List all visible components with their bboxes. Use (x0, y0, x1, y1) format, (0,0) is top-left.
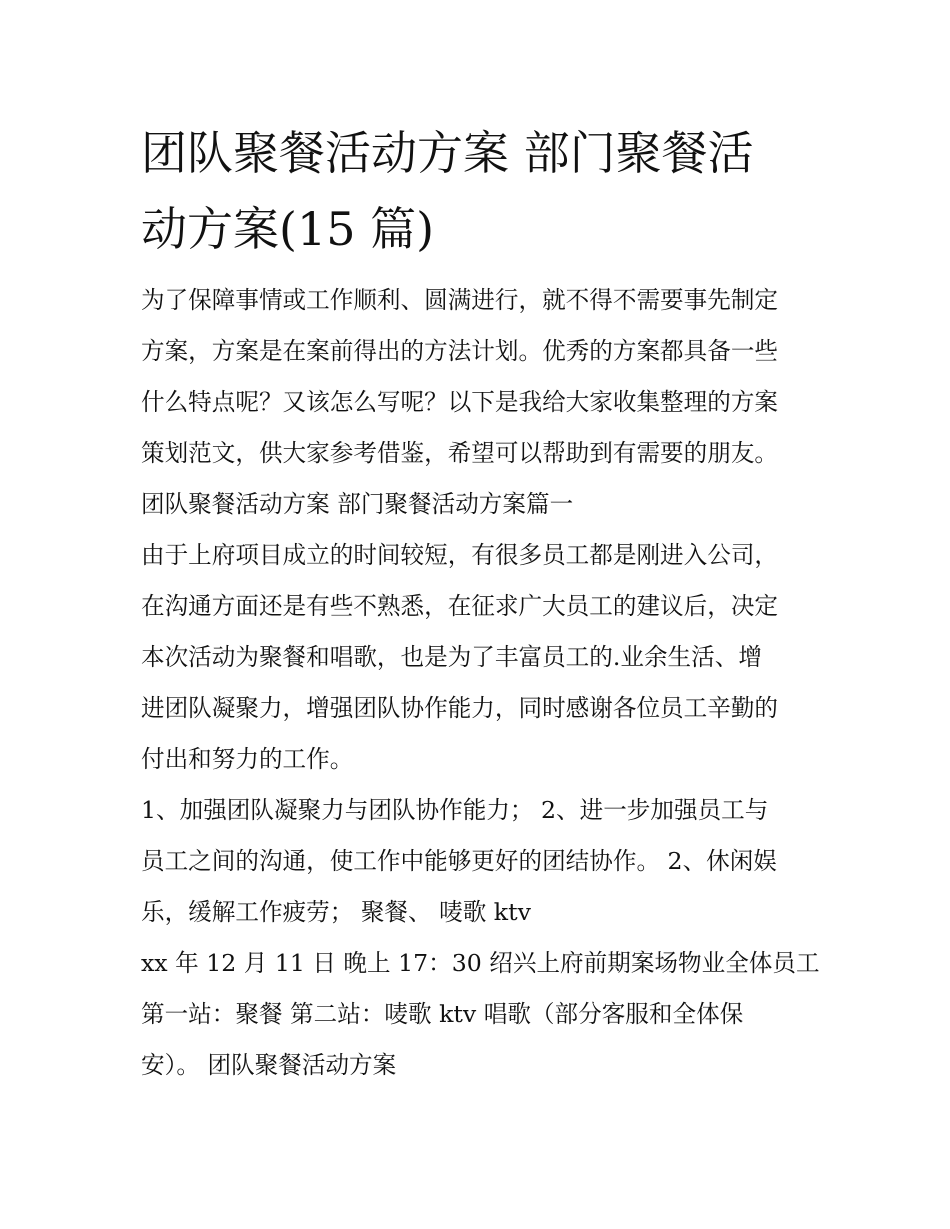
document-title (141, 115, 821, 267)
title-line: 团队聚餐活动方案 部门聚餐活 (141, 126, 754, 180)
body-line: 由于上府项目成立的时间较短，有很多员工都是刚进入公司， (141, 541, 779, 569)
document-page (141, 115, 821, 1091)
body-line: 付出和努力的工作。 (141, 745, 354, 773)
body-line: 什么特点呢？又该怎么写呢？以下是我给大家收集整理的方案 (141, 388, 779, 416)
body-line: 进团队凝聚力，增强团队协作能力，同时感谢各位员工辛勤的 (141, 694, 779, 722)
document-body (141, 275, 821, 1091)
body-line: 员工之间的沟通，使工作中能够更好的团结协作。 2、休闲娱 (141, 847, 777, 875)
title-line: 动方案(15 篇) (141, 202, 435, 256)
body-line: 方案，方案是在案前得出的方法计划。优秀的方案都具备一些 (141, 337, 779, 365)
body-line: 在沟通方面还是有些不熟悉，在征求广大员工的建议后，决定 (141, 592, 779, 620)
section-heading: 团队聚餐活动方案 部门聚餐活动方案篇一 (141, 490, 574, 518)
body-line: 安）。 团队聚餐活动方案 (141, 1051, 397, 1079)
body-line: 本次活动为聚餐和唱歌，也是为了丰富员工的.业余生活、增 (141, 643, 762, 671)
body-line: xx 年 12 月 11 日 晚上 17：30 绍兴上府前期案场物业全体员工 (141, 949, 820, 977)
body-line: 1、加强团队凝聚力与团队协作能力； 2、进一步加强员工与 (141, 796, 769, 824)
body-line: 策划范文，供大家参考借鉴，希望可以帮助到有需要的朋友。 (141, 439, 779, 467)
body-line: 乐，缓解工作疲劳； 聚餐、 唛歌 ktv (141, 898, 531, 926)
body-line: 第一站：聚餐 第二站：唛歌 ktv 唱歌（部分客服和全体保 (141, 1000, 744, 1028)
body-line: 为了保障事情或工作顺利、圆满进行，就不得不需要事先制定 (141, 286, 779, 314)
